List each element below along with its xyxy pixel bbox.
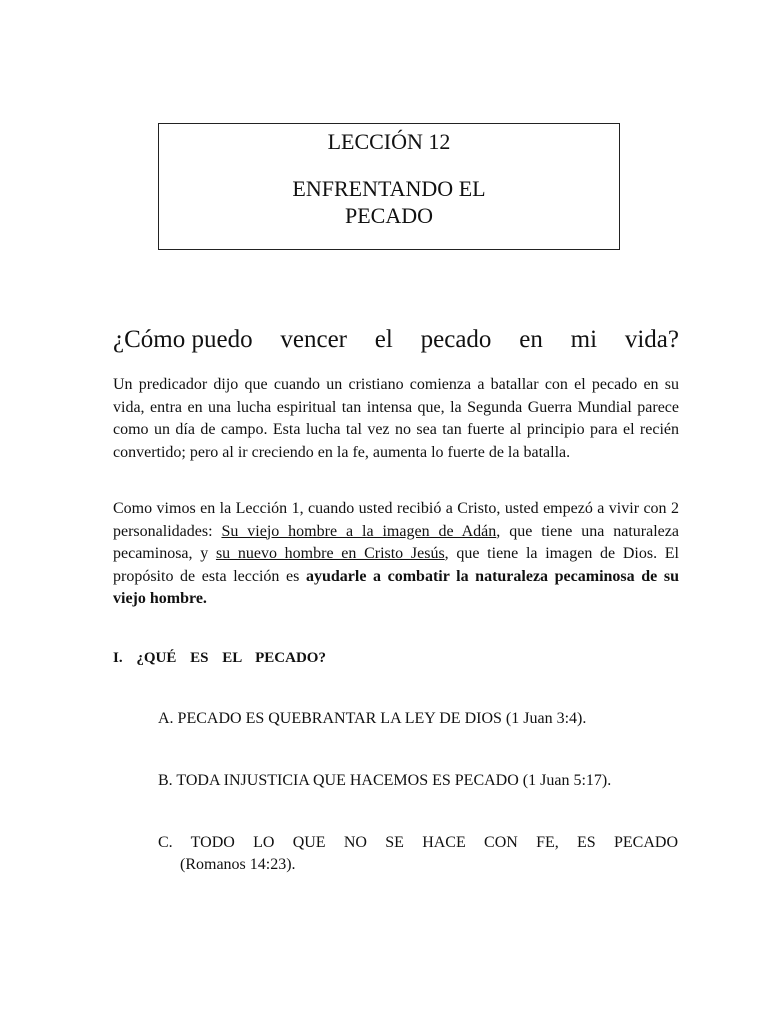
lesson-title-box	[158, 123, 620, 250]
lesson-subtitle-line1: ENFRENTANDO EL	[292, 176, 486, 201]
question-word: mi	[570, 326, 598, 353]
question-word: pecado	[420, 326, 492, 353]
question-word: el	[374, 326, 393, 353]
new-man-underlined: su nuevo hombre en Cristo Jesús	[215, 545, 445, 562]
section-heading: I. ¿QUÉ ES EL PECADO?	[113, 650, 326, 666]
question-word: en	[519, 326, 543, 353]
lesson-purpose-paragraph	[113, 498, 679, 611]
lesson-subtitle-line2: PECADO	[344, 203, 433, 228]
intro-paragraph: Un predicador dijo que cuando un cristiano comienza a batallar con el pecado en su vida, entra en una lucha espiritual tan intensa que, la Segunda Guerra Mundial parece como un día de campo. Esta lucha tal vez no sea tan fuerte al principio para el recién convertido; pero al ir creciendo en la fe, aumenta lo fuerte de la batalla.	[113, 376, 679, 461]
old-man-underlined: Su viejo hombre a la imagen de Adán	[221, 522, 497, 540]
list-item: A. PECADO ES QUEBRANTAR LA LEY DE DIOS (1 Juan 3:4).	[158, 710, 587, 727]
question-word: vida?	[624, 326, 679, 353]
paragraph-text: Como vimos en la Lección 1, cuando usted recibió a Cristo, usted empezó a vivir con 2 personalidades:	[113, 500, 679, 540]
list-item: C. TODO LO QUE NO SE HACE CON FE, ES PECADO	[158, 834, 678, 851]
purpose-bold-text: ayudarle a combatir la naturaleza pecaminosa de su viejo hombre.	[113, 567, 679, 607]
lesson-number: LECCIÓN 12	[327, 129, 451, 154]
question-word: vencer	[280, 326, 347, 353]
list-item: B. TODA INJUSTICIA QUE HACEMOS ES PECADO (1 Juan 5:17).	[158, 772, 612, 789]
list-item-continuation: (Romanos 14:23).	[180, 856, 296, 873]
question-word: ¿Cómo puedo	[113, 326, 253, 353]
paragraph-text: , que tiene una naturaleza pecaminosa, y	[113, 522, 679, 562]
main-question	[113, 326, 679, 354]
paragraph-text: , que tiene la imagen de Dios. El propósito de esta lección es	[113, 545, 679, 585]
